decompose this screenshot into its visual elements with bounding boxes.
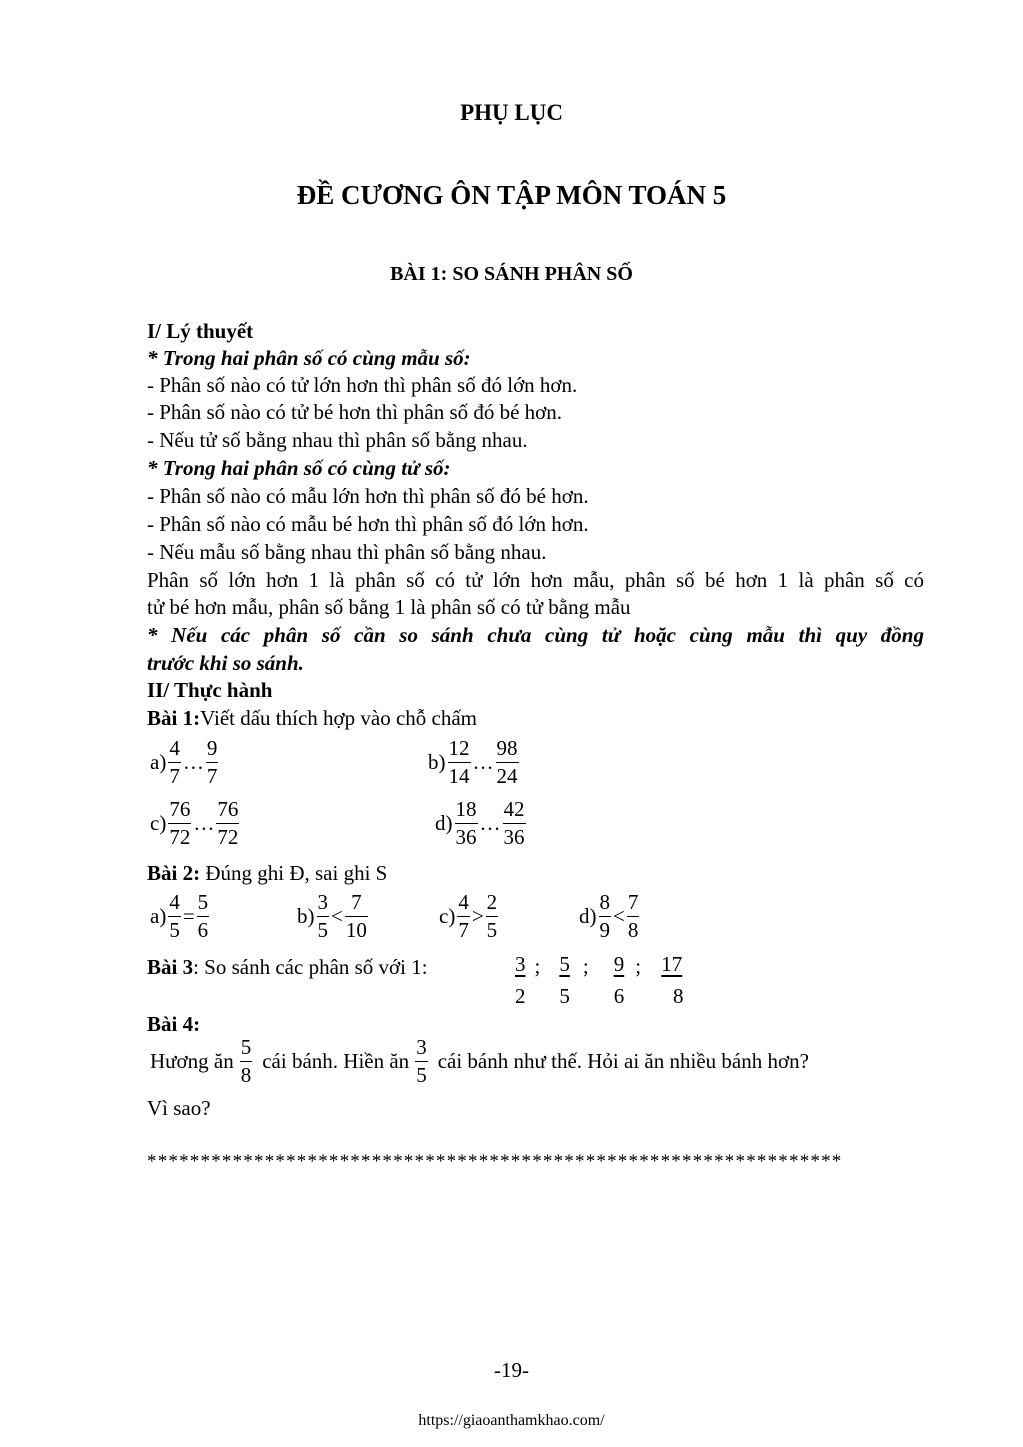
exercise-3-text: : So sánh các phân số với 1: — [193, 955, 428, 979]
exercise-1-label: Bài 1: — [147, 706, 201, 730]
same-numerator-rule-3: - Nếu mẫu số bằng nhau thì phân số bằng nhau. — [147, 540, 547, 564]
exercise-1-item-c: c) $\frac{76}{72}$ … $\frac{76}{72}$ — [150, 797, 239, 849]
page-number: -19- — [494, 1358, 529, 1382]
exercise-2-prompt — [147, 860, 387, 887]
same-denominator-rule-3: - Nếu tử số bằng nhau thì phân số bằng nhau. — [147, 428, 528, 452]
exercise-4-question: Vì sao? — [147, 1096, 211, 1120]
theory-heading: I/ Lý thuyết — [147, 319, 254, 343]
same-numerator-rule-1: - Phân số nào có mẫu lớn hơn thì phân số đó bé hơn. — [147, 484, 589, 508]
exercise-2-text: Đúng ghi Đ, sai ghi S — [200, 861, 388, 885]
exercise-4-problem: Hương ăn $\frac{5}{8}$ cái bánh. Hiền ăn $\frac{3}{5}$ cái bánh như thế. Hỏi ai ăn nhiều bánh hơn? — [150, 1035, 809, 1087]
exercise-3-label: Bài 3 — [147, 955, 194, 979]
compare-one-line-1: Phân số lớn hơn 1 là phân số có tử lớn hơn mẫu, phân số bé hơn 1 là phân số có — [147, 568, 924, 592]
exercise-2-item-b: b) $\frac{3}{5}$ < $\frac{7}{10}$ — [297, 890, 367, 942]
lesson-title: BÀI 1: SO SÁNH PHÂN SỐ — [390, 263, 633, 285]
practice-heading: II/ Thực hành — [147, 678, 273, 702]
note-line-2: trước khi so sánh. — [147, 651, 304, 675]
appendix-heading: PHỤ LỤC — [460, 100, 563, 125]
footer-url[interactable]: https://giaoanthamkhao.com/ — [418, 1412, 605, 1429]
exercise-2-item-c: c) $\frac{4}{7}$ > $\frac{2}{5}$ — [439, 890, 498, 942]
exercise-1-item-b: b) $\frac{12}{14}$ … $\frac{98}{24}$ — [428, 736, 518, 788]
same-denominator-rule-1: - Phân số nào có tử lớn hơn thì phân số đó lớn hơn. — [147, 373, 578, 397]
note-line-1: * Nếu các phân số cần so sánh chưa cùng tử hoặc cùng mẫu thì quy đồng — [147, 623, 924, 647]
document-title: ĐỀ CƯƠNG ÔN TẬP MÔN TOÁN 5 — [296, 180, 727, 210]
exercise-1-item-a: a) $\frac{4}{7}$ … $\frac{9}{7}$ — [150, 736, 218, 788]
exercise-1-item-d: d) $\frac{18}{36}$ … $\frac{42}{36}$ — [435, 797, 525, 849]
exercise-3-fractions: $\frac{3}{2}$ ; $\frac{5}{5}$ ; $\frac{9}{6}$ ; $\frac{17}{8}$ — [515, 952, 684, 1008]
exercise-4-label: Bài 4: — [147, 1012, 201, 1036]
exercise-1-text: Viết dấu thích hợp vào chỗ chấm — [200, 706, 478, 730]
exercise-2-item-a: a) $\frac{4}{5}$ = $\frac{5}{6}$ — [150, 890, 209, 942]
compare-one-line-2: tử bé hơn mẫu, phân số bằng 1 là phân số có tử bằng mẫu — [147, 595, 631, 619]
exercise-3-prompt — [147, 954, 428, 981]
same-numerator-title: * Trong hai phân số có cùng tử số: — [147, 456, 451, 480]
same-numerator-rule-2: - Phân số nào có mẫu bé hơn thì phân số đó lớn hơn. — [147, 512, 589, 536]
exercise-2-label: Bài 2: — [147, 861, 201, 885]
exercise-2-item-d: d) $\frac{8}{9}$ < $\frac{7}{8}$ — [579, 890, 639, 942]
same-denominator-rule-2: - Phân số nào có tử bé hơn thì phân số đó bé hơn. — [147, 400, 563, 424]
same-denominator-title: * Trong hai phân số có cùng mẫu số: — [147, 346, 471, 370]
exercise-1-prompt — [147, 705, 477, 732]
separator-stars: ***************************************************************** — [147, 1151, 843, 1172]
